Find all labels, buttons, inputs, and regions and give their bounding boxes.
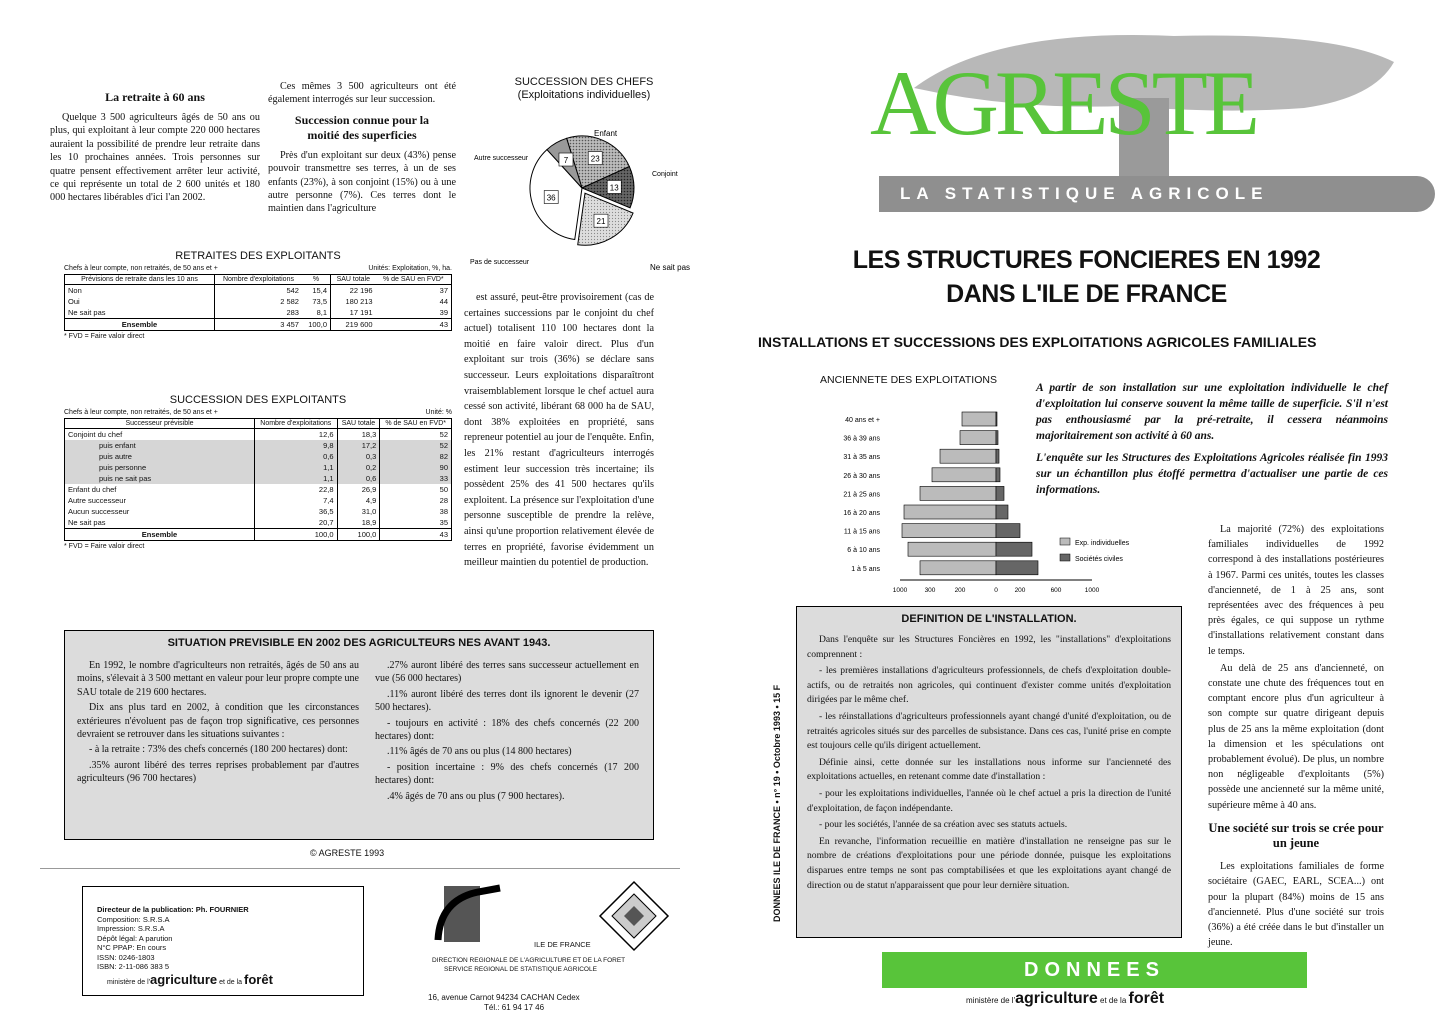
chart-title: ANCIENNETE DES EXPLOITATIONS — [820, 374, 997, 386]
pyramid-bar-societes — [996, 449, 999, 463]
table2-total-cell: 100,0 — [255, 529, 338, 541]
table1-footnote: * FVD = Faire valoir direct — [64, 333, 145, 340]
pyramid-tick-label: 0 — [994, 587, 998, 594]
succession-table-block — [64, 394, 452, 550]
intro-block — [1036, 380, 1388, 498]
right-col-para: Les exploitations familiales de forme sociétaire (GAEC, EARL, SCEA...) ont pour la plupart (84%) moins de 15 ans d'ancienneté. Plus d'une société sur trois (36%) a été créée dans le but d'installer un jeune. — [1208, 861, 1384, 949]
table2-cell: Conjoint du chef — [68, 430, 123, 439]
pyramid-category-label: 26 à 30 ans — [843, 472, 880, 480]
succession-column — [268, 80, 456, 218]
pyramid-bar-societes — [996, 412, 997, 426]
situation-right — [375, 659, 639, 805]
pyramid-category-label: 6 à 10 ans — [847, 547, 880, 555]
table1-cell: 542 — [215, 285, 302, 297]
table1-cell: 39 — [439, 308, 448, 317]
ministry-text: ministère de l' — [107, 979, 150, 986]
table1-cell: 180 213 — [331, 296, 376, 307]
retraite-column — [50, 88, 260, 207]
table1-cell: Non — [68, 286, 82, 295]
situation-box — [64, 630, 654, 840]
table2-total-cell: 43 — [380, 529, 452, 541]
table2-cell: puis ne sait pas — [99, 474, 152, 483]
pie-value-label: 36 — [546, 193, 556, 203]
definition-para: - pour les exploitations individuelles, l'année où le chef actuel a pris la direction de l'unité d'exploitation, de façon indépendante. — [807, 787, 1171, 814]
table2-cell: 33 — [380, 473, 452, 484]
table2-row — [65, 462, 452, 473]
pyramid-category-label: 36 à 39 ans — [843, 435, 880, 443]
ministry-footer — [966, 990, 1164, 1008]
pie-label-autre: Autre successeur — [474, 155, 529, 162]
table1-header: % de SAU en FVD* — [376, 275, 452, 285]
table2-total-cell: 100,0 — [337, 529, 380, 541]
donnees-label: DONNEES — [1024, 959, 1165, 981]
table2-row — [65, 495, 452, 506]
col3-paragraph: est assuré, peut-être provisoirement (cas de certaines successions par le conjoint du chef actuel) totalisent 110 100 hectares dont la moitié en faire valoir direct. Plus d'un exploitant sur trois (36%) se déclare sans successeur. Leurs exploitations disparaîtront vraisemblablement lorsque le chef actuel aura cessé son activité, libérant 68 000 ha de SAU, dont 38% exploitées en propriété, sans repreneur potentiel au jour de l'enquête. Enfin, les 21% restant d'agriculteurs interrogés estiment leur succession très incertaine; ils possèdent 25% des 41 500 hectares qu'ils exploitent. La présence sur l'exploitation d'une personne susceptible de prendre la relève, ainsi qu'une proportion relativement élevée de terres en propriété, favorise évidemment un meilleur maintien du potentiel de production. — [464, 292, 654, 569]
region-logo — [598, 880, 670, 952]
imprint-line: Dépôt légal: A parution — [97, 933, 173, 943]
table2-header: % de SAU en FVD* — [380, 419, 452, 429]
table2-title: SUCCESSION DES EXPLOITANTS — [169, 394, 347, 406]
table1-header: % — [302, 275, 331, 285]
side-label: DONNEES ILE DE FRANCE • n° 19 • Octobre 1993 • 15 F — [772, 684, 782, 922]
pyramid-bar-individuelles — [902, 524, 996, 538]
pyramid-category-label: 16 à 20 ans — [843, 510, 880, 517]
table1-header: Nombre d'exploitations — [215, 275, 302, 285]
draf-line2: SERVICE REGIONAL DE STATISTIQUE AGRICOLE — [444, 966, 597, 973]
draf-logo — [430, 880, 520, 950]
masthead-title: AGRESTE — [870, 52, 1256, 154]
draf-tel: Tél.: 61 94 17 46 — [484, 1003, 545, 1012]
table1-cell: 37 — [439, 286, 448, 295]
table1-cell: Ne sait pas — [68, 308, 106, 317]
pyramid-bar-individuelles — [904, 505, 996, 519]
table2-cell: 4,9 — [337, 495, 380, 506]
table2-cell: 1,1 — [255, 473, 338, 484]
pyramid-bar-individuelles — [920, 486, 996, 500]
masthead-subtitle: LA STATISTIQUE AGRICOLE — [900, 184, 1269, 203]
table1-cell: 44 — [439, 297, 448, 306]
imprint-box — [82, 886, 364, 996]
pyramid-bar-individuelles — [962, 412, 996, 426]
legend-swatch-soc — [1060, 554, 1070, 561]
pie-value-label: 7 — [563, 156, 569, 166]
table2-cell: 28 — [380, 495, 452, 506]
retraites-table — [64, 274, 452, 331]
pie-value-label: 13 — [609, 183, 619, 193]
pie-value-label: 21 — [596, 217, 606, 227]
pyramid-tick-label: 200 — [954, 587, 966, 594]
table2-cell: puis personne — [99, 463, 147, 472]
pie-label-ne-sait: Ne sait pas — [650, 263, 691, 272]
legend-indiv: Exp. individuelles — [1075, 540, 1130, 547]
table1-cell: Oui — [68, 297, 80, 306]
headline-line2: DANS L'ILE DE FRANCE — [946, 280, 1227, 308]
intro-para: A partir de son installation sur une exploitation individuelle le chef d'exploitation lui conserve souvent la même taille de superficie. S'il n'est pas enthousiasmé par la pré-retraite, il cessera néanmoins majoritairement son activité à 60 ans. — [1036, 382, 1388, 442]
ministry-text: agriculture — [1015, 990, 1098, 1007]
definition-para: - les réinstallations d'agriculteurs professionnels ayant changé d'unité d'exploitation, ou de retraités agricoles situés sur des parcelles de subsistance. Dans ces cas, l'unité prise en compte est toujours celle qu'ils dirigent actuellement. — [807, 710, 1171, 752]
table2-cell: 31,0 — [337, 506, 380, 517]
table2-cell: 52 — [380, 440, 452, 451]
table2-row — [65, 473, 452, 484]
ministry-text: forêt — [244, 972, 273, 987]
situation-para: - à la retraite : 73% des chefs concernés (180 200 hectares) dont: — [89, 744, 348, 756]
situation-para: .11% âgés de 70 ans ou plus (14 800 hectares) — [387, 746, 572, 758]
ministry-text: et de la — [217, 979, 245, 986]
succession-intro: Ces mêmes 3 500 agriculteurs ont été également interrogés sur leur succession. — [268, 81, 456, 106]
imprint-line: Composition: S.R.S.A — [97, 914, 170, 924]
pyramid-bar-societes — [996, 561, 1038, 575]
pyramid-category-label: 1 à 5 ans — [851, 565, 880, 573]
table2-cell: 35 — [380, 517, 452, 529]
table1-total-cell: 3 457 — [215, 319, 302, 331]
pyramid-tick-label: 1000 — [1084, 587, 1100, 594]
situation-left — [77, 659, 359, 805]
draf-address: 16, avenue Carnot 94234 CACHAN Cedex — [428, 993, 580, 1002]
table1-row — [65, 296, 452, 307]
headline-line1: LES STRUCTURES FONCIERES EN 1992 — [852, 246, 1321, 274]
ministry-text: agriculture — [149, 972, 218, 987]
ministry-text: et de la — [1097, 996, 1129, 1005]
pyramid-bar-individuelles — [920, 561, 996, 575]
pyramid-bar-societes — [996, 431, 998, 445]
table2-cell: 9,8 — [255, 440, 338, 451]
table2-cell: puis autre — [99, 452, 132, 461]
table1-cell: 2 582 — [215, 296, 302, 307]
table2-cell: 22,8 — [255, 484, 338, 495]
pie-subtitle: (Exploitations individuelles) — [517, 89, 651, 101]
situation-para: .35% auront libéré des terres reprises probablement par d'autres agriculteurs (96 700 hectares) — [77, 759, 359, 785]
pie-label-conjoint: Conjoint — [652, 171, 678, 178]
table2-footnote: * FVD = Faire valoir direct — [64, 543, 145, 550]
table2-cell: 18,3 — [337, 429, 380, 441]
right-page — [724, 0, 1449, 1024]
table1-total-cell: Ensemble — [121, 320, 158, 329]
table2-row — [65, 451, 452, 462]
pyramid-category-label: 11 à 15 ans — [843, 528, 880, 536]
imprint-line: Directeur de la publication: Ph. FOURNIER — [97, 905, 249, 914]
table2-row — [65, 517, 452, 529]
table2-cell: Ne sait pas — [68, 518, 106, 527]
pyramid-bar-individuelles — [940, 449, 996, 463]
situation-para: .4% âgés de 70 ans ou plus (7 900 hectares). — [387, 790, 565, 802]
definition-para: - les premières installations d'agriculteurs professionnels, de chefs d'exploitation double-actifs, ou de retraités non agricoles, qui continuent d'exister comme unités d'exploitation dirigées par le même chef. — [807, 665, 1171, 706]
table2-cell: Enfant du chef — [68, 485, 117, 494]
pie-svg — [464, 106, 704, 274]
table2-cell: 36,5 — [255, 506, 338, 517]
imprint-line: Impression: S.R.S.A — [97, 924, 165, 933]
table2-cell: 0,3 — [337, 451, 380, 462]
table1-cell: 73,5 — [312, 297, 327, 306]
succession-table — [64, 418, 452, 541]
pyramid-category-label: 21 à 25 ans — [843, 491, 880, 499]
copyright: © AGRESTE 1993 — [310, 848, 385, 858]
definition-para: Définie ainsi, cette donnée sur les installations nous informe sur l'ancienneté des exploitations actuelles, en retenant comme date d'installation : — [807, 756, 1171, 783]
table2-cell: Autre successeur — [68, 496, 126, 505]
table2-left-note: Chefs à leur compte, non retraités, de 50 ans et + — [64, 409, 218, 416]
pyramid-bar-individuelles — [932, 468, 996, 482]
table1-cell: 17 191 — [331, 307, 376, 319]
table1-row — [65, 307, 452, 319]
intro-para: L'enquête sur les Structures des Exploitations Agricoles réalisée fin 1993 sur un échantillon plus étoffé permettra d'actualiser une partie de ces informations. — [1036, 452, 1388, 496]
table2-header: Nombre d'exploitations — [255, 419, 338, 429]
donnees-band — [882, 952, 1307, 988]
right-column — [1208, 522, 1384, 952]
succession-text: Près d'un exploitant sur deux (43%) pense pouvoir transmettre ses terres, à un de ses enfants (23%), à son conjoint (15%) ou à une autre personne (7%). Ces terres dont le maintien dans l'agriculture — [268, 149, 456, 215]
table2-cell: 7,4 — [255, 495, 338, 506]
table2-cell: 0,6 — [337, 473, 380, 484]
pyramid-bar-societes — [996, 524, 1020, 538]
table2-cell: 38 — [380, 506, 452, 517]
table2-cell: 82 — [380, 451, 452, 462]
pie-label-enfant: Enfant — [594, 129, 618, 138]
table2-cell: 17,2 — [337, 440, 380, 451]
right-col-para: Au delà de 25 ans d'ancienneté, on constate une chute des fréquences tout en comptant encore plus d'un agriculteur à son compte sur quatre dirigeant depuis plus de 25 ans la même exploitation (dont la dimension et les spéculations ont probablement évolué). De plus, un nombre non négligeable d'exploitants (5%) possède une ancienneté sur la même unité, supérieure même à 40 ans. — [1208, 662, 1384, 811]
table1-title: RETRAITES DES EXPLOITANTS — [175, 250, 341, 262]
table1-right-note: Unités: Exploitation, %, ha. — [368, 265, 452, 272]
pyramid-bar-individuelles — [908, 542, 996, 556]
table2-cell: 0,6 — [255, 451, 338, 462]
imprint-line: N°C PPAP: En cours — [97, 943, 167, 952]
pyramid-bar-societes — [996, 468, 1000, 482]
table2-row — [65, 506, 452, 517]
table1-header: Prévisions de retraite dans les 10 ans — [65, 275, 215, 285]
table1-total-cell: 100,0 — [308, 320, 327, 329]
table1-cell: 8,1 — [316, 308, 327, 317]
table1-cell: 22 196 — [331, 285, 376, 297]
retraites-table-block — [64, 250, 452, 340]
ministry-text: ministère de l' — [966, 996, 1016, 1005]
table2-row — [65, 440, 452, 451]
pyramid-tick-label: 600 — [1050, 587, 1062, 594]
ministry-text: forêt — [1128, 990, 1165, 1007]
pie-chart — [464, 76, 704, 272]
definition-box — [796, 606, 1182, 938]
table2-cell: 18,9 — [337, 517, 380, 529]
subheadline: INSTALLATIONS ET SUCCESSIONS DES EXPLOITATIONS AGRICOLES FAMILIALES — [758, 334, 1317, 350]
table1-total-cell: 43 — [439, 320, 448, 329]
right-col-title: Une société sur trois se crée pour un jeune — [1208, 820, 1384, 851]
definition-para: - pour les sociétés, l'année de sa création avec ses statuts actuels. — [819, 819, 1068, 831]
table2-right-note: Unité: % — [425, 409, 452, 416]
col3-text — [464, 290, 654, 573]
table2-cell: 1,1 — [255, 462, 338, 473]
situation-para: .11% auront libéré des terres dont ils ignorent le devenir (27 500 hectares). — [375, 688, 639, 714]
imprint-line: ISSN: 0246-1803 — [97, 952, 155, 962]
legend-swatch-indiv — [1060, 538, 1070, 545]
pyramid-tick-label: 200 — [1014, 587, 1026, 594]
pyramid-category-label: 31 à 35 ans — [843, 454, 880, 462]
left-page — [0, 0, 724, 1024]
pyramid-tick-label: 1000 — [892, 587, 908, 594]
ministry-logo — [107, 971, 273, 989]
legend-soc: Sociétés civiles — [1075, 556, 1123, 563]
table2-row — [65, 484, 452, 495]
table1-header: SAU totale — [331, 275, 376, 285]
right-col-para: La majorité (72%) des exploitations familiales individuelles de 1992 correspond à des installations postérieures à 1967. Parmi ces unités, toutes les classes d'ancienneté, de 1 à 25 ans, sont représentées avec des fréquences à peu près égales, ce qui suppose un rythme d'installations relativement constant dans le temps. — [1208, 524, 1384, 657]
table2-header: SAU totale — [337, 419, 380, 429]
situation-para: - toujours en activité : 18% des chefs concernés (22 200 hectares) dont: — [375, 717, 639, 743]
table2-cell: 12,6 — [255, 429, 338, 441]
table1-cell: 15,4 — [312, 286, 327, 295]
table2-cell: Aucun successeur — [68, 507, 130, 516]
table2-cell: 50 — [380, 484, 452, 495]
pie-value-label: 23 — [590, 154, 600, 164]
table2-row — [65, 429, 452, 441]
table1-row — [65, 285, 452, 297]
definition-title: DEFINITION DE L'INSTALLATION. — [901, 613, 1077, 625]
table2-cell: 90 — [380, 462, 452, 473]
situation-title: SITUATION PREVISIBLE EN 2002 DES AGRICULTEURS NES AVANT 1943. — [167, 637, 551, 649]
table1-total-cell: 219 600 — [331, 319, 376, 331]
pyramid-category-label: 40 ans et + — [845, 417, 880, 424]
situation-para: - position incertaine : 9% des chefs concernés (17 200 hectares) dont: — [375, 761, 639, 787]
pie-label-pas: Pas de successeur — [470, 259, 530, 266]
situation-para: Dix ans plus tard en 2002, à condition que les circonstances extérieures n'évoluent pas de façon trop significative, ces personnes devraient se retrouver dans les situations suivantes : — [77, 702, 359, 741]
table2-header: Successeur prévisible — [65, 419, 255, 429]
table2-cell: 0,2 — [337, 462, 380, 473]
imprint-line: ISBN: 2-11-086 383 5 — [97, 962, 169, 971]
pyramid-bar-societes — [996, 542, 1032, 556]
table2-total-cell: Ensemble — [141, 530, 178, 539]
table2-cell: 20,7 — [255, 517, 338, 529]
table2-cell: puis enfant — [99, 441, 136, 450]
pyramid-bar-individuelles — [960, 431, 996, 445]
definition-para: Dans l'enquête sur les Structures Foncières en 1992, les "installations" d'exploitations comprennent : — [807, 634, 1171, 660]
divider — [40, 868, 680, 869]
draf-region: ILE DE FRANCE — [534, 940, 591, 949]
retraite-text: Quelque 3 500 agriculteurs âgés de 50 ans ou plus, qui exploitant à leur compte 220 000 hectares auraient la possibilité de prendre leur retraite dans les 10 prochaines années. Trois personnes sur quatre pensent effectivement arrêter leur activité, ce qui représente un total de 2 600 unités et 180 000 hectares libérables d'ici l'an 2002. — [50, 112, 260, 204]
table1-cell: 283 — [215, 307, 302, 319]
succession-title: Succession connue pour la moitié des superficies — [294, 112, 430, 142]
pie-title: SUCCESSION DES CHEFS — [514, 76, 654, 88]
table2-cell: 26,9 — [337, 484, 380, 495]
pyramid-bar-societes — [996, 486, 1004, 500]
retraite-title: La retraite à 60 ans — [105, 90, 205, 104]
definition-para: En revanche, l'information recueillie en matière d'installation ne renseigne pas sur le nombre de créations d'exploitations pour une période donnée, puisque les exploitations disparues entre temps ne sont pas comptabilisées et que les exploitations ayant changé de direction ou de statut n'apparaissent que pour leur dernière situation. — [807, 835, 1171, 891]
draf-line1: DIRECTION REGIONALE DE L'AGRICULTURE ET DE LA FORET — [432, 957, 626, 964]
table2-cell: 52 — [380, 429, 452, 441]
situation-para: .27% auront libéré des terres sans successeur actuellement en vue (56 000 hectares) — [375, 660, 639, 685]
situation-para: En 1992, le nombre d'agriculteurs non retraités, âgés de 50 ans au moins, s'élevait à 3 500 mettant en valeur pour leur propre compte une SAU totale de 219 600 hectares. — [77, 660, 359, 698]
table1-left-note: Chefs à leur compte, non retraités, de 50 ans et + — [64, 265, 218, 272]
pyramid-tick-label: 300 — [924, 587, 936, 594]
pyramid-bar-societes — [996, 505, 1008, 519]
